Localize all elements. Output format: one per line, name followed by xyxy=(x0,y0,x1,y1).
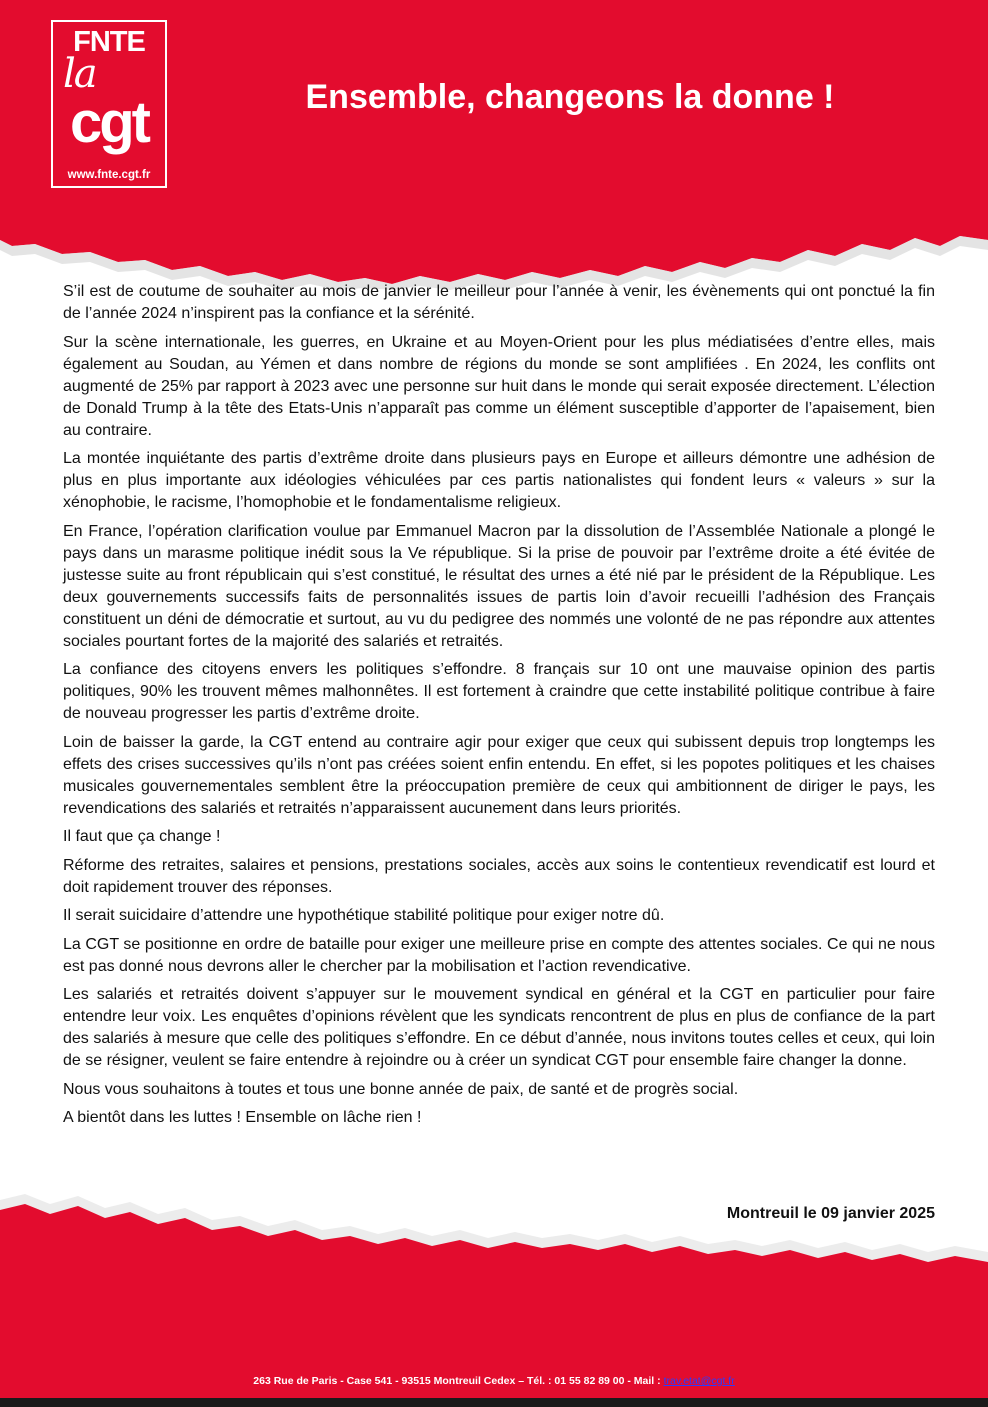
paragraph: Sur la scène internationale, les guerres, en Ukraine et au Moyen-Orient pour les plus médiatisées d’entre elles, mais également au Soudan, au Yémen et dans nombre de régions du monde se sont amplifiées . En 2024, les conflits ont augmenté de 25% par rapport à 2023 avec une personne sur huit dans le monde qui serait exposée directement. L’élection de Donald Trump à la tête des Etats-Unis n’apparaît pas comme un élément susceptible d’apporter de l’apaisement, bien au contraire. xyxy=(63,333,935,439)
paragraph: Nous vous souhaitons à toutes et tous une bonne année de paix, de santé et de progrès social. xyxy=(63,1080,739,1098)
logo-url[interactable]: www.fnte.cgt.fr xyxy=(67,169,151,181)
footer-address: 263 Rue de Paris - Case 541 - 93515 Montreuil Cedex – Tél. : 01 55 82 89 00 - Mail : xyxy=(253,1375,664,1387)
logo-cgt: cgt xyxy=(70,90,148,155)
paragraph: Il serait suicidaire d’attendre une hypothétique stabilité politique pour exiger notre dû. xyxy=(63,907,665,924)
cgt-logo xyxy=(51,20,167,188)
paragraph: La montée inquiétante des partis d’extrême droite dans plusieurs pays en Europe et ailleurs démontre une adhésion de plus en plus importante aux idéologies véhiculées par ces partis nationalistes qui fondent leurs « valeurs » sur la xénophobie, le racisme, l’homophobie et le fondamentalisme religieux. xyxy=(63,450,935,511)
paragraph: En France, l’opération clarification voulue par Emmanuel Macron par la dissolution de l’Assemblée Nationale a plongé le pays dans un marasme politique inédit sous la Ve république. Si la prise de pouvoir par l’extrême droite a été évitée de justesse suite au front républicain qui s’est constitué, le résultat des urnes a été nié par le président de la République. Les deux gouvernements successifs faits de personnalités issues de partis loin d’avoir recueilli l’adhésion des Français constituent un déni de démocratie et surtout, au vu du pedigree des nommés une volonté de ne pas répondre aux attentes sociales pourtant fortes de la majorité des salariés et retraités. xyxy=(63,522,935,650)
paragraph: Loin de baisser la garde, la CGT entend au contraire agir pour exiger que ceux qui subissent depuis trop longtemps les effets des crises successives qu’ils n’ont pas créées soient enfin entendu. En effet, si les popotes politiques et les chaises musicales gouvernementales semblent être la préoccupation première de ceux qui ambitionnent de diriger le pays, les revendications des salariés et retraités n’apparaissent aucunement dans leurs priorités. xyxy=(63,733,935,817)
paragraph: Il faut que ça change ! xyxy=(63,828,221,845)
signature-date: Montreuil le 09 janvier 2025 xyxy=(726,1205,935,1222)
logo-la: la xyxy=(63,51,96,97)
letter-body xyxy=(63,281,935,1136)
paragraph: La confiance des citoyens envers les politiques s’effondre. 8 français sur 10 ont une mauvaise opinion des partis politiques, 90% les trouvent mêmes malhonnêtes. Il est fortement à craindre que cette instabilité politique contribue à faire de nouveau progresser les partis d’extrême droite. xyxy=(63,661,935,722)
paragraph: A bientôt dans les luttes ! Ensemble on lâche rien ! xyxy=(63,1109,422,1126)
footer-email-link[interactable]: trav.etat@cgt.fr xyxy=(663,1375,735,1387)
paragraph: La CGT se positionne en ordre de bataille pour exiger une meilleure prise en compte des attentes sociales. Ce qui ne nous est pas donné nous devrons aller le chercher par la mobilisation et l’action revendicative. xyxy=(63,935,935,975)
page-title: Ensemble, changeons la donne ! xyxy=(305,78,835,116)
paragraph: Réforme des retraites, salaires et pensions, prestations sociales, accès aux soins le contentieux revendicatif est lourd et doit rapidement trouver des réponses. xyxy=(63,856,935,896)
paragraph: S’il est de coutume de souhaiter au mois de janvier le meilleur pour l’année à venir, les évènements qui ont ponctué la fin de l’année 2024 n’inspirent pas la confiance et la sérénité. xyxy=(63,283,935,322)
logo-fnte: FNTE xyxy=(73,26,145,58)
paragraph: Les salariés et retraités doivent s’appuyer sur le mouvement syndical en général et la CGT en particulier pour faire entendre leur voix. Les enquêtes d’opinions révèlent que les syndicats rencontrent de plus en plus de confiance de la part des salariés à mesure que celle des politiques s’effondre. En ce début d’année, nous invitons toutes celles et ceux, qui loin de se résigner, veulent se faire entendre à rejoindre ou à créer un syndicat CGT pour ensemble faire changer la donne. xyxy=(63,986,935,1069)
bottom-edge xyxy=(0,1398,988,1407)
footer-contact xyxy=(0,1374,988,1388)
